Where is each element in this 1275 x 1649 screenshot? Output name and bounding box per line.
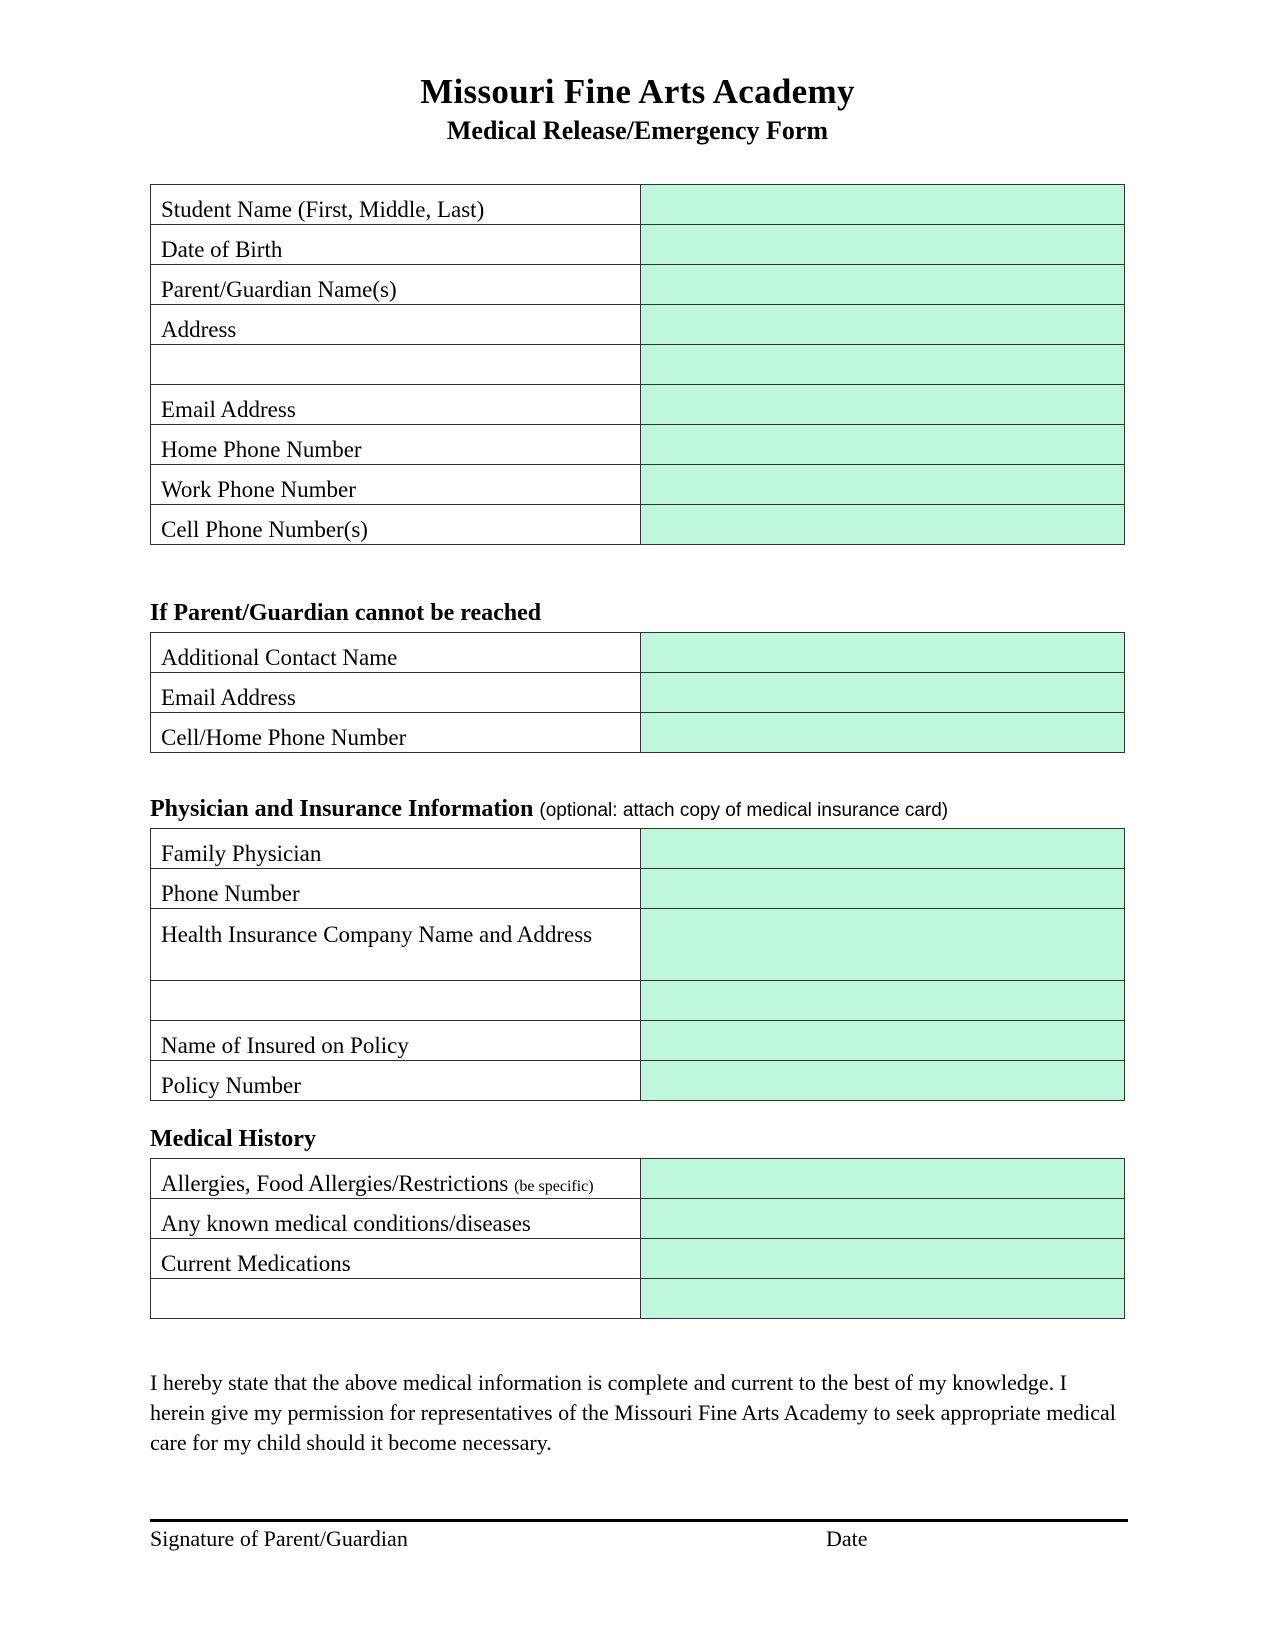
physician-insurance-table <box>150 828 1125 1101</box>
policy-number-field[interactable] <box>641 1061 1125 1101</box>
current-medications-field[interactable] <box>641 1239 1125 1279</box>
insurance-address-line-2-label <box>151 981 641 1021</box>
insurance-company-field[interactable] <box>641 909 1125 981</box>
cell-phone-field[interactable] <box>641 505 1125 545</box>
work-phone-label: Work Phone Number <box>151 465 641 505</box>
table-row <box>151 1061 1125 1101</box>
additional-contact-name-input[interactable] <box>641 633 1124 672</box>
allergies-label <box>151 1159 641 1199</box>
emergency-phone-label: Cell/Home Phone Number <box>151 713 641 753</box>
date-of-birth-input[interactable] <box>641 225 1124 264</box>
address-field[interactable] <box>641 305 1125 345</box>
physician-phone-input[interactable] <box>641 869 1124 908</box>
home-phone-field[interactable] <box>641 425 1125 465</box>
emergency-email-field[interactable] <box>641 673 1125 713</box>
table-row <box>151 225 1125 265</box>
table-row <box>151 465 1125 505</box>
family-physician-input[interactable] <box>641 829 1124 868</box>
email-address-field[interactable] <box>641 385 1125 425</box>
home-phone-input[interactable] <box>641 425 1124 464</box>
work-phone-field[interactable] <box>641 465 1125 505</box>
table-row <box>151 1239 1125 1279</box>
address-label: Address <box>151 305 641 345</box>
table-row <box>151 673 1125 713</box>
policy-number-label: Policy Number <box>151 1061 641 1101</box>
form-subtitle: Medical Release/Emergency Form <box>446 116 829 145</box>
physician-phone-field[interactable] <box>641 869 1125 909</box>
work-phone-input[interactable] <box>641 465 1124 504</box>
email-address-input[interactable] <box>641 385 1124 424</box>
insurance-company-label: Health Insurance Company Name and Address <box>151 909 641 981</box>
additional-contact-name-label: Additional Contact Name <box>151 633 641 673</box>
family-physician-label: Family Physician <box>151 829 641 869</box>
table-row <box>151 505 1125 545</box>
medical-conditions-field[interactable] <box>641 1199 1125 1239</box>
address-line-2-field[interactable] <box>641 345 1125 385</box>
emergency-section-heading: If Parent/Guardian cannot be reached <box>150 600 542 626</box>
medical-conditions-label: Any known medical conditions/diseases <box>151 1199 641 1239</box>
table-row <box>151 713 1125 753</box>
student-name-input[interactable] <box>641 185 1124 224</box>
medical-history-heading: Medical History <box>150 1126 316 1152</box>
table-row <box>151 185 1125 225</box>
table-row <box>151 1199 1125 1239</box>
home-phone-label: Home Phone Number <box>151 425 641 465</box>
physician-heading-text: Physician and Insurance Information <box>150 796 534 822</box>
medical-conditions-input[interactable] <box>641 1199 1124 1238</box>
student-name-field[interactable] <box>641 185 1125 225</box>
address-line-2-label <box>151 345 641 385</box>
parent-guardian-name-input[interactable] <box>641 265 1124 304</box>
email-address-label: Email Address <box>151 385 641 425</box>
table-row <box>151 1279 1125 1319</box>
current-medications-input[interactable] <box>641 1239 1124 1278</box>
current-medications-label: Current Medications <box>151 1239 641 1279</box>
parent-guardian-name-label: Parent/Guardian Name(s) <box>151 265 641 305</box>
table-row <box>151 633 1125 673</box>
form-title: Missouri Fine Arts Academy <box>420 72 855 111</box>
emergency-email-input[interactable] <box>641 673 1124 712</box>
allergies-label-text: Allergies, Food Allergies/Restrictions <box>161 1171 509 1196</box>
insurance-address-line-2-field[interactable] <box>641 981 1125 1021</box>
table-row <box>151 829 1125 869</box>
signature-line[interactable] <box>150 1519 1128 1522</box>
name-of-insured-field[interactable] <box>641 1021 1125 1061</box>
date-label: Date <box>826 1526 868 1551</box>
signature-label: Signature of Parent/Guardian <box>150 1526 408 1551</box>
cell-phone-label: Cell Phone Number(s) <box>151 505 641 545</box>
table-row <box>151 305 1125 345</box>
name-of-insured-input[interactable] <box>641 1021 1124 1060</box>
allergies-field[interactable] <box>641 1159 1125 1199</box>
consent-statement: I hereby state that the above medical information is complete and current to the best of my knowledge. I herein give my permission for representatives of the Missouri Fine Arts Academy to seek appropriate medical care for my child should it become necessary. <box>150 1370 1116 1455</box>
student-info-table <box>150 184 1125 545</box>
additional-contact-name-field[interactable] <box>641 633 1125 673</box>
medications-line-2-input[interactable] <box>641 1279 1124 1318</box>
table-row <box>151 1021 1125 1061</box>
insurance-company-input[interactable] <box>641 909 1124 980</box>
table-row <box>151 869 1125 909</box>
insurance-address-line-2-input[interactable] <box>641 981 1124 1020</box>
physician-heading-note: (optional: attach copy of medical insurance card) <box>539 800 949 821</box>
allergies-input[interactable] <box>641 1159 1124 1198</box>
table-row <box>151 909 1125 981</box>
medications-line-2-label <box>151 1279 641 1319</box>
emergency-phone-field[interactable] <box>641 713 1125 753</box>
cell-phone-input[interactable] <box>641 505 1124 544</box>
date-of-birth-label: Date of Birth <box>151 225 641 265</box>
parent-guardian-name-field[interactable] <box>641 265 1125 305</box>
table-row <box>151 265 1125 305</box>
table-row <box>151 425 1125 465</box>
name-of-insured-label: Name of Insured on Policy <box>151 1021 641 1061</box>
address-input[interactable] <box>641 305 1124 344</box>
medical-history-table <box>150 1158 1125 1319</box>
date-of-birth-field[interactable] <box>641 225 1125 265</box>
student-name-label: Student Name (First, Middle, Last) <box>151 185 641 225</box>
emergency-phone-input[interactable] <box>641 713 1124 752</box>
table-row <box>151 345 1125 385</box>
table-row <box>151 1159 1125 1199</box>
emergency-email-label: Email Address <box>151 673 641 713</box>
table-row <box>151 981 1125 1021</box>
medications-line-2-field[interactable] <box>641 1279 1125 1319</box>
allergies-label-note: (be specific) <box>514 1178 594 1195</box>
physician-section-heading <box>150 796 948 823</box>
policy-number-input[interactable] <box>641 1061 1124 1100</box>
family-physician-field[interactable] <box>641 829 1125 869</box>
physician-phone-label: Phone Number <box>151 869 641 909</box>
emergency-contact-table <box>150 632 1125 753</box>
address-line-2-input[interactable] <box>641 345 1124 384</box>
table-row <box>151 385 1125 425</box>
